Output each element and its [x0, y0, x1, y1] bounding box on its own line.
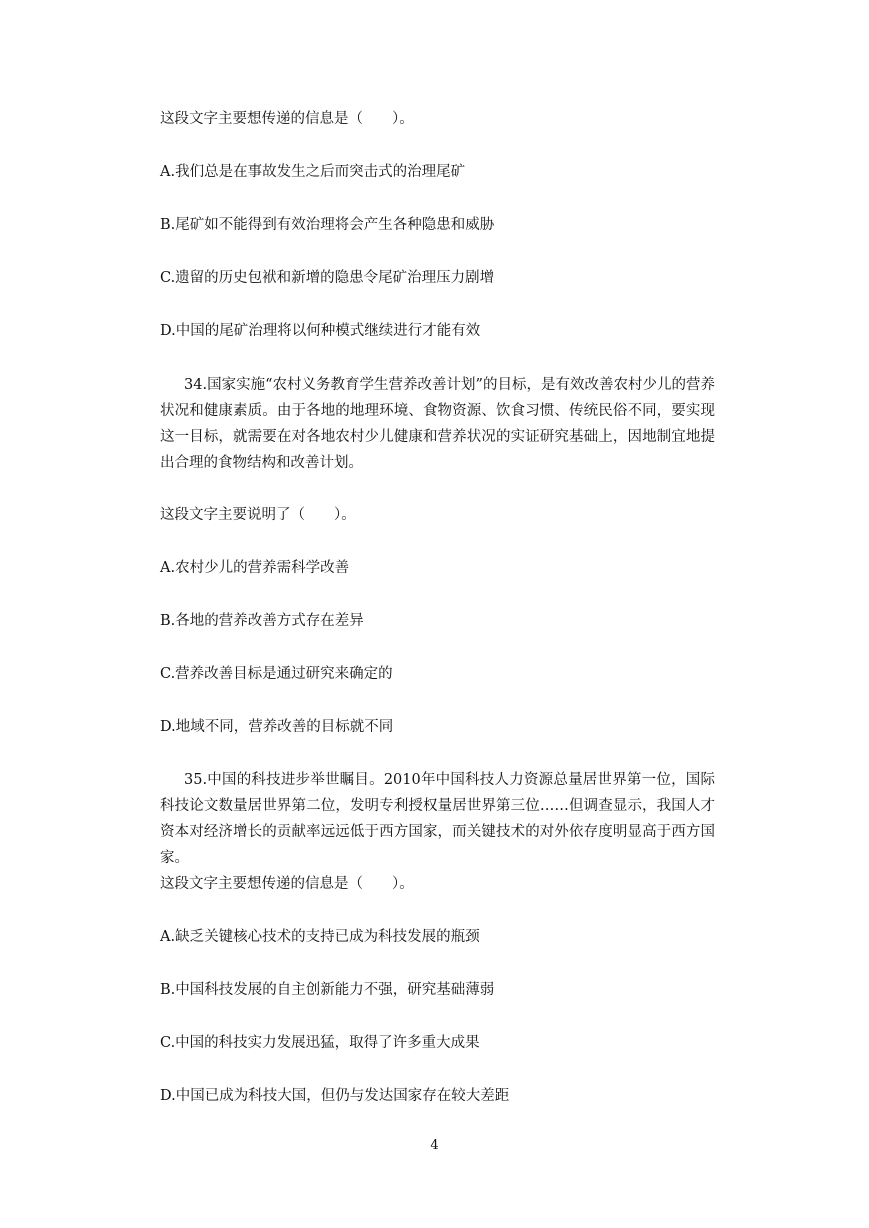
- q35-prompt: 这段文字主要想传递的信息是（ ）。: [160, 876, 414, 892]
- q34-prompt: 这段文字主要说明了（ ）。: [160, 507, 356, 523]
- q33-option-d: D.中国的尾矿治理将以何种模式继续进行才能有效: [160, 323, 481, 339]
- q33-option-b: B.尾矿如不能得到有效治理将会产生各种隐患和威胁: [160, 217, 495, 233]
- q35-passage: 35.中国的科技进步举世瞩目。2010年中国科技人力资源总量居世界第一位，国际科技论文数量居世界第二位，发明专利授权量居世界第三位……但调查显示，我国人才资本对经济增长的贡献率远远低于西方国家，而关键技术的对外依存度明显高于西方国家。: [160, 772, 715, 866]
- q34-option-c: C.营养改善目标是通过研究来确定的: [160, 666, 393, 682]
- q33-option-c: C.遗留的历史包袱和新增的隐患令尾矿治理压力剧增: [160, 270, 495, 286]
- q35-option-c: C.中国的科技实力发展迅猛，取得了许多重大成果: [160, 1035, 480, 1051]
- q33-prompt: 这段文字主要想传递的信息是（ ）。: [160, 111, 414, 127]
- q34-passage: 34.国家实施“农村义务教育学生营养改善计划”的目标，是有效改善农村少儿的营养状况和健康素质。由于各地的地理环境、食物资源、饮食习惯、传统民俗不同，要实现这一目标，就需要在对各地农村少儿健康和营养状况的实证研究基础上，因地制宜地提出合理的食物结构和改善计划。: [160, 377, 715, 471]
- q35-option-d: D.中国已成为科技大国，但仍与发达国家存在较大差距: [160, 1088, 510, 1104]
- q34-option-d: D.地域不同，营养改善的目标就不同: [160, 719, 394, 735]
- q34-option-b: B.各地的营养改善方式存在差异: [160, 613, 364, 629]
- page-number: 4: [430, 1138, 439, 1153]
- q33-option-a: A.我们总是在事故发生之后而突击式的治理尾矿: [160, 164, 466, 180]
- q34-option-a: A.农村少儿的营养需科学改善: [160, 560, 350, 576]
- q35-option-a: A.缺乏关键核心技术的支持已成为科技发展的瓶颈: [160, 929, 480, 945]
- q35-option-b: B.中国科技发展的自主创新能力不强，研究基础薄弱: [160, 982, 495, 998]
